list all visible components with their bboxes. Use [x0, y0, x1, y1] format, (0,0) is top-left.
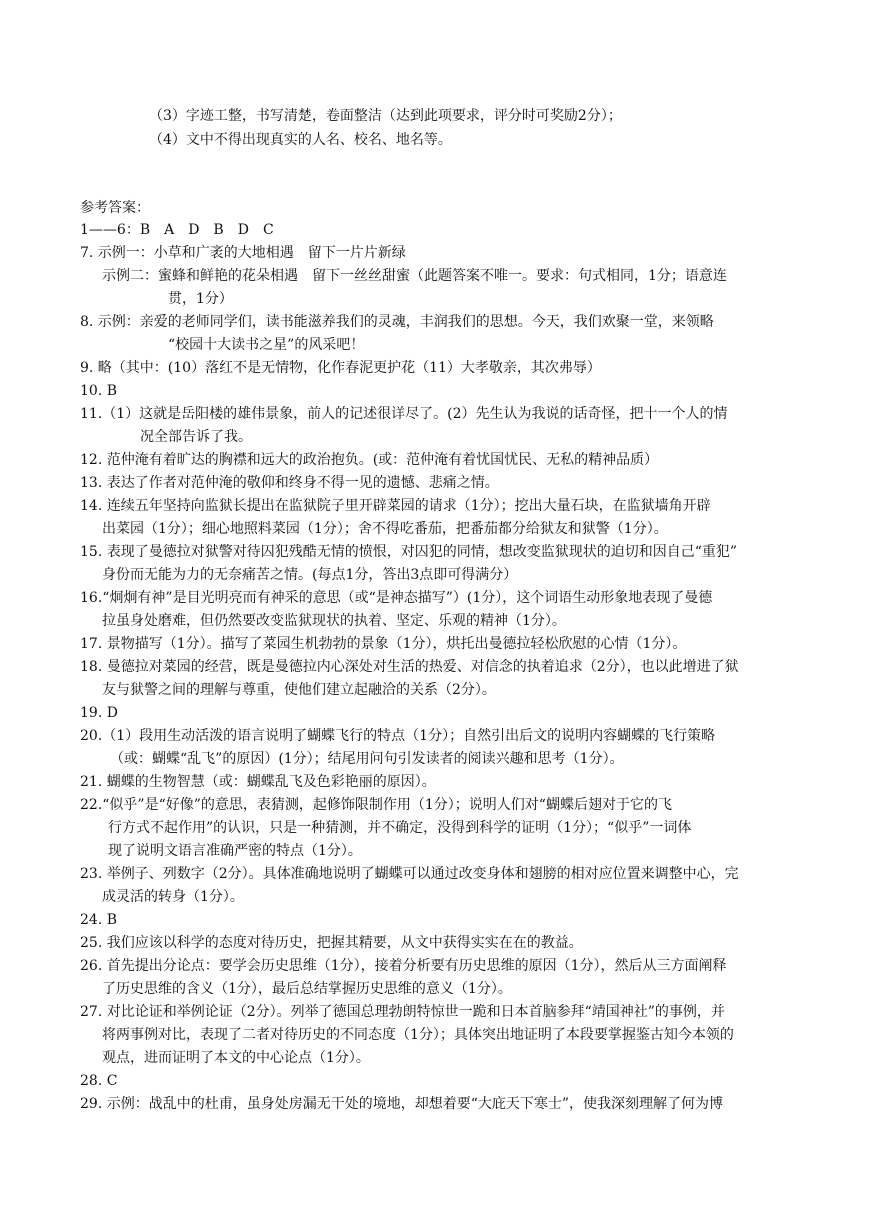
answer-17: 17. 景物描写（1分）。描写了菜园生机勃勃的景象（1分），烘托出曼德拉轻松欣慰的心情（1分）。	[80, 636, 687, 652]
answer-7-line3: 贯，1分）	[168, 291, 233, 307]
answer-26-line1: 26. 首先提出分论点：要学会历史思维（1分），接着分析要有历史思维的原因（1分），然后从三方面阐释	[80, 958, 727, 974]
answer-14-line2: 出菜园（1分）；细心地照料菜园（1分）；舍不得吃番茄，把番茄都分给狱友和狱警（1分）。	[102, 521, 668, 537]
answer-28: 28. C	[80, 1073, 118, 1089]
answer-23-line2: 成灵活的转身（1分）。	[102, 889, 244, 905]
answer-18-line2: 友与狱警之间的理解与尊重，使他们建立起融洽的关系（2分）。	[102, 682, 496, 698]
answer-12: 12. 范仲淹有着旷达的胸襟和远大的政治抱负。(或：范仲淹有着忧国忧民、无私的精神品质）	[80, 452, 659, 468]
answers-heading: 参考答案：	[80, 200, 150, 216]
answer-27-line1: 27. 对比论证和举例论证（2分）。列举了德国总理勃朗特惊世一跪和日本首脑参拜“靖国神社”的事例，并	[80, 1004, 725, 1020]
answer-26-line2: 了历史思维的含义（1分），最后总结掌握历史思维的意义（1分）。	[102, 981, 512, 997]
answer-14-line1: 14. 连续五年坚持向监狱长提出在监狱院子里开辟菜园的请求（1分）；挖出大量石块，在监狱墙角开辟	[80, 498, 711, 514]
answer-25: 25. 我们应该以科学的态度对待历史，把握其精要，从文中获得实实在在的教益。	[80, 935, 583, 951]
answer-16-line1: 16.“炯炯有神”是目光明亮而有神采的意思（或“是神态描写”）(1分），这个词语生动形象地表现了曼德	[80, 590, 713, 606]
answer-22-line2: 行方式不起作用”的认识，只是一种猜测，并不确定，没得到科学的证明（1分）；“似乎”一词体	[108, 820, 692, 836]
answer-15-line1: 15. 表现了曼德拉对狱警对待囚犯残酷无情的愤恨，对囚犯的同情，想改变监狱现状的迫切和因自己“重犯”	[80, 544, 738, 560]
answer-1-6: 1——6：B A D B D C	[80, 222, 274, 238]
answer-9: 9. 略（其中：(10）落红不是无情物，化作春泥更护花（11）大孝敬亲，其次弗辱）	[80, 360, 601, 376]
answer-11-line1: 11.（1）这就是岳阳楼的雄伟景象，前人的记述很详尽了。(2）先生认为我说的话奇怪，把十一个人的情	[80, 406, 728, 422]
answer-22-line3: 现了说明文语言准确严密的特点（1分）。	[108, 843, 362, 859]
answer-19: 19. D	[80, 705, 118, 721]
answer-27-line3: 观点，进而证明了本文的中心论点（1分）。	[102, 1050, 370, 1066]
answer-20-line1: 20.（1）段用生动活泼的语言说明了蝴蝶飞行的特点（1分）；自然引出后文的说明内容蝴蝶的飞行策略	[80, 728, 716, 744]
answer-20-line2: （或：蝴蝶“乱飞”的原因）(1分）；结尾用问句引发读者的阅读兴趣和思考（1分）。	[110, 751, 624, 767]
answer-27-line2: 将两事例对比，表现了二者对待历史的不同态度（1分）；具体突出地证明了本段要掌握鉴古知今本领的	[102, 1027, 734, 1043]
answer-21: 21. 蝴蝶的生物智慧（或：蝴蝶乱飞及色彩艳丽的原因）。	[80, 774, 436, 790]
answer-10: 10. B	[80, 383, 118, 399]
answer-7-line2: 示例二：蜜蜂和鲜艳的花朵相遇 留下一丝丝甜蜜（此题答案不唯一。要求：句式相同，1分；语意连	[102, 268, 727, 284]
answer-18-line1: 18. 曼德拉对菜园的经营，既是曼德拉内心深处对生活的热爱、对信念的执着追求（2分），也以此增进了狱	[80, 659, 739, 675]
answer-24: 24. B	[80, 912, 118, 928]
rule-item-4: （4）文中不得出现真实的人名、校名、地名等。	[149, 132, 452, 148]
answer-22-line1: 22.“似乎”是“好像”的意思，表猜测，起修饰限制作用（1分）；说明人们对“蝴蝶后翅对于它的飞	[80, 797, 672, 813]
answer-8-line2: “校园十大读书之星”的风采吧！	[168, 337, 365, 353]
answer-8-line1: 8. 示例：亲爱的老师同学们，读书能滋养我们的灵魂，丰润我们的思想。今天，我们欢聚一堂，来领略	[80, 314, 714, 330]
answer-15-line2: 身份而无能为力的无奈痛苦之情。(每点1分，答出3点即可得满分）	[102, 567, 518, 583]
answer-16-line2: 拉虽身处磨难，但仍然要改变监狱现状的执着、坚定、乐观的精神（1分）。	[102, 613, 566, 629]
answer-23-line1: 23. 举例子、列数字（2分）。具体准确地说明了蝴蝶可以通过改变身体和翅膀的相对应位置来调整中心，完	[80, 866, 739, 882]
rule-item-3: （3）字迹工整，书写清楚，卷面整洁（达到此项要求，评分时可奖励2分）；	[149, 108, 622, 124]
answer-7-line1: 7. 示例一：小草和广袤的大地相遇 留下一片片新绿	[80, 245, 406, 261]
answer-29-line1: 29. 示例：战乱中的杜甫，虽身处房漏无干处的境地，却想着要“大庇天下寒士”，使我深刻理解了何为博	[80, 1096, 724, 1112]
answer-11-line2: 况全部告诉了我。	[140, 429, 252, 445]
answer-13: 13. 表达了作者对范仲淹的敬仰和终身不得一见的遗憾、悲痛之情。	[80, 475, 499, 491]
